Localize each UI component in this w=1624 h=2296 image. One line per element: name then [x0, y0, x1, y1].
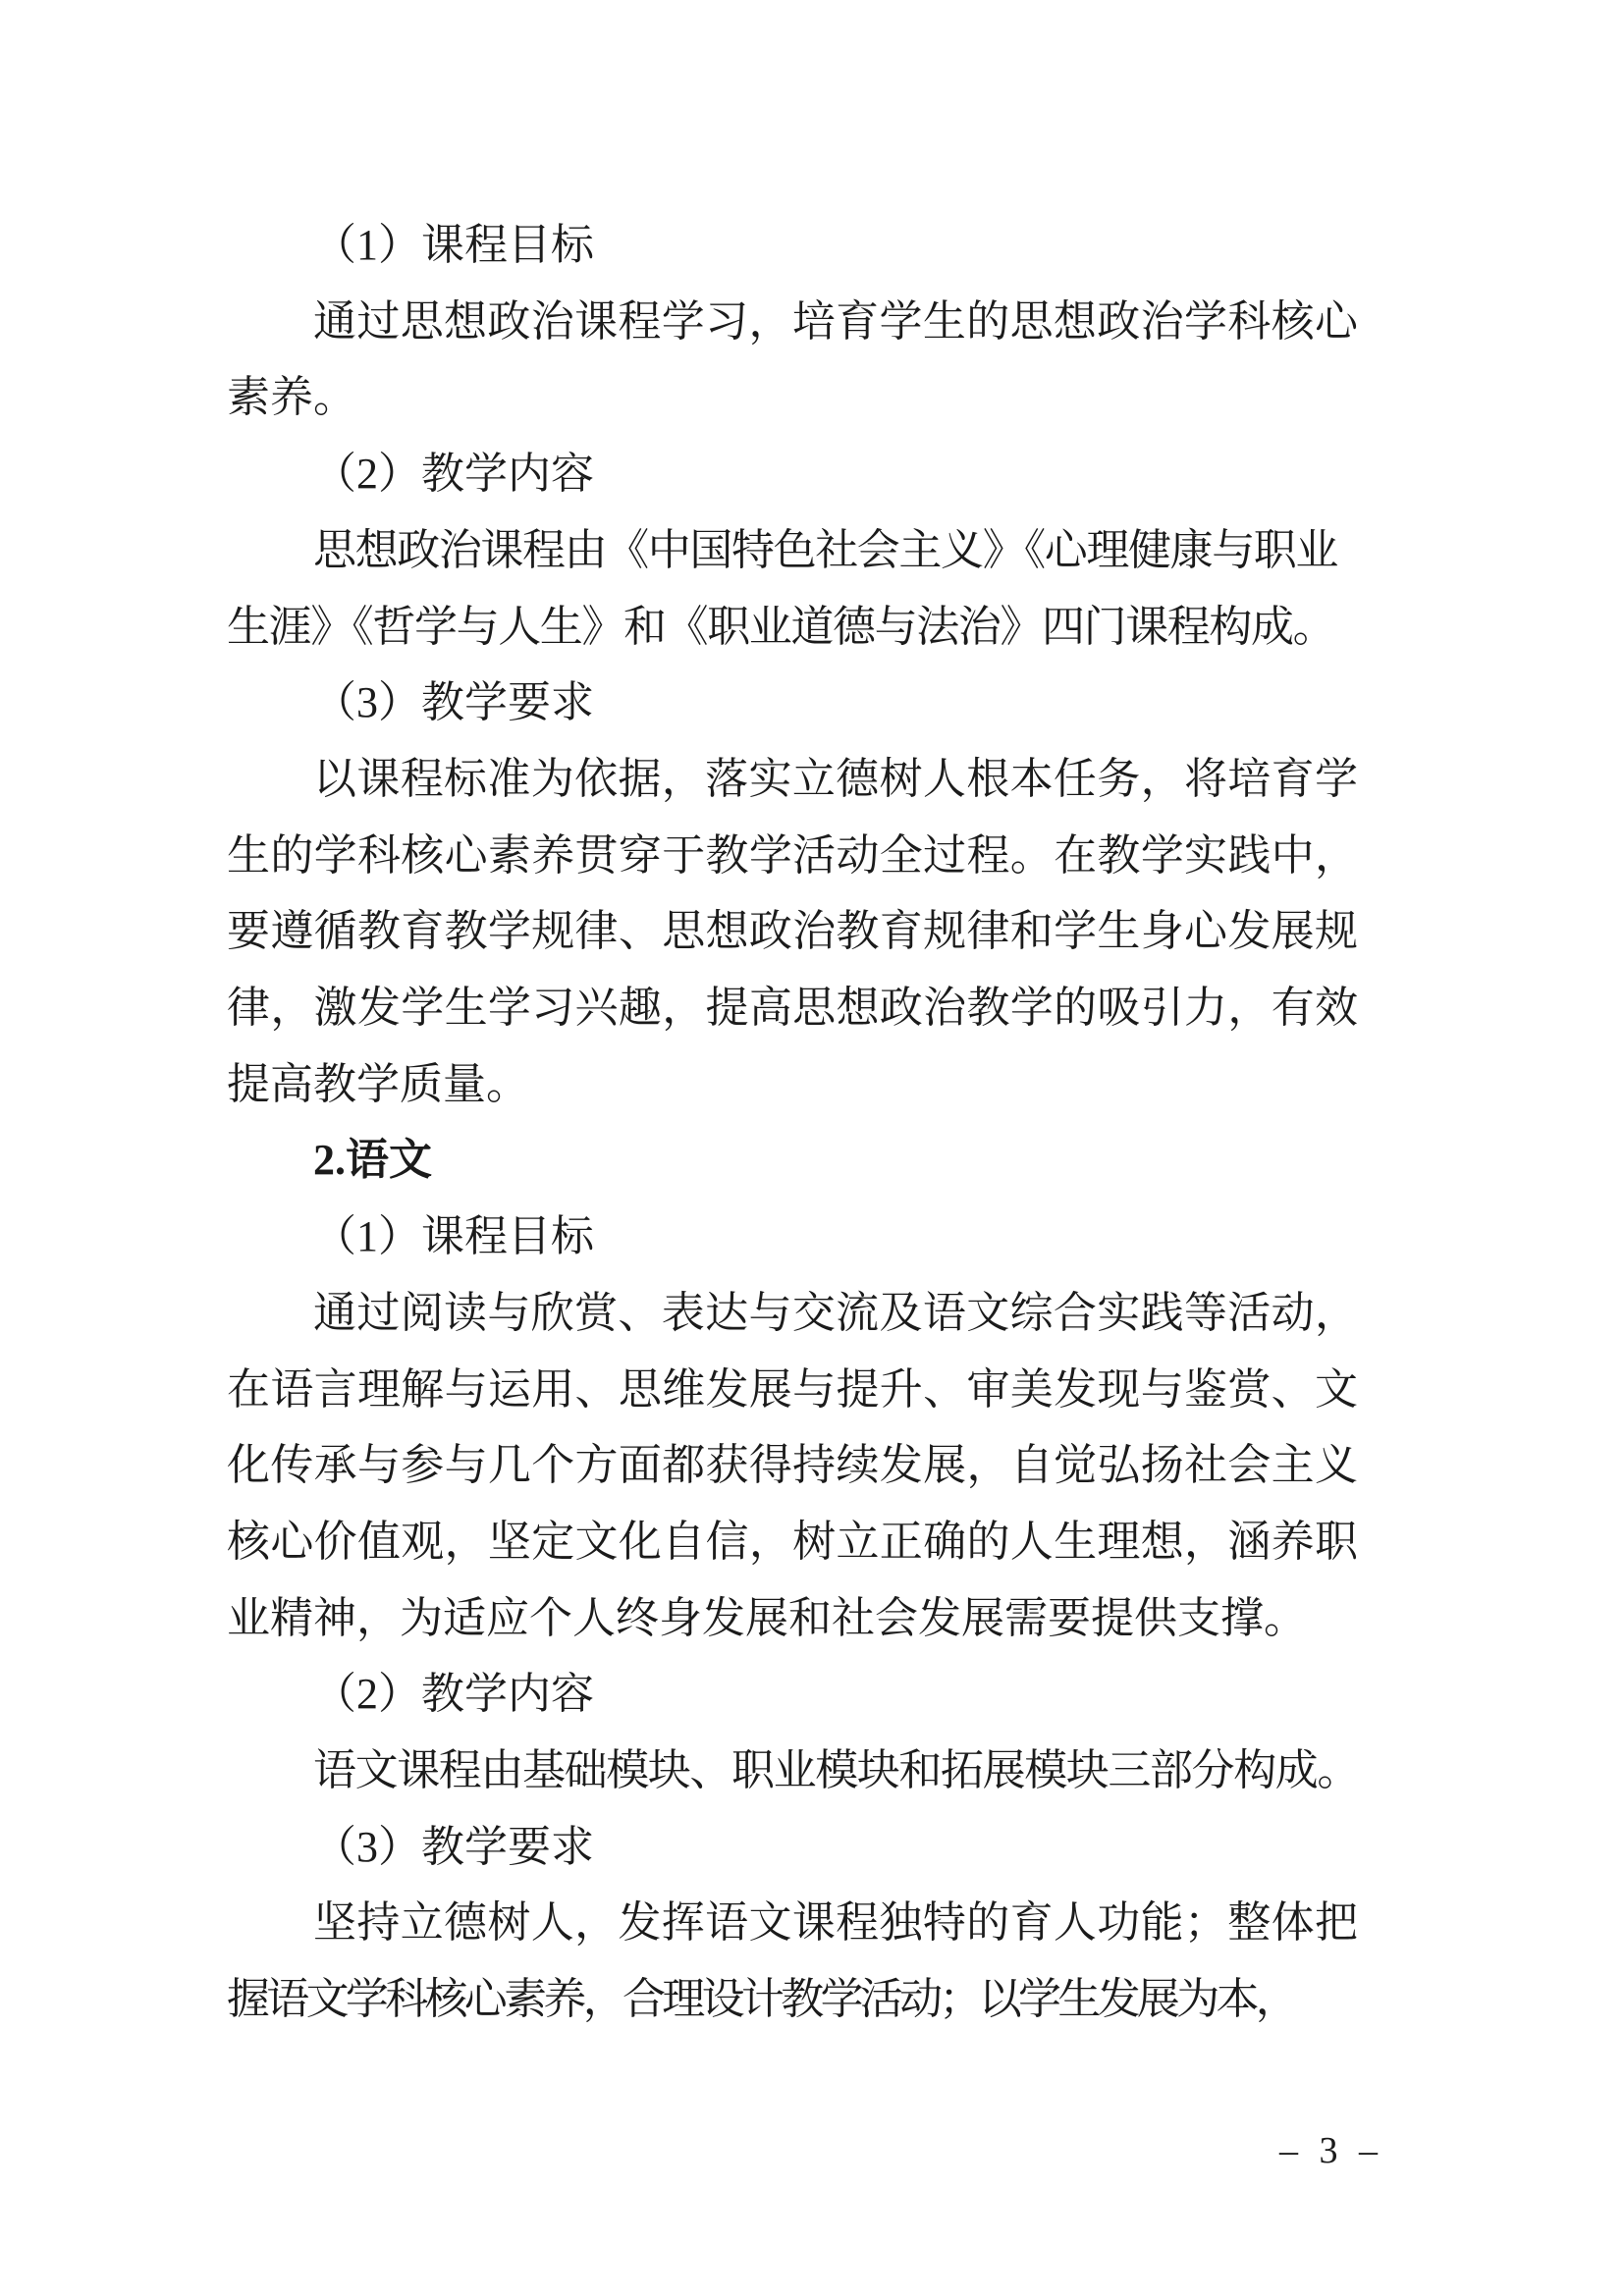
section-heading-line: （1）课程目标: [313, 1212, 594, 1261]
text-line: 生的学科核心素养贯穿于教学活动全过程。在教学实践中，: [227, 830, 1358, 880]
text-line: 坚持立德树人，发挥语文课程独特的育人功能；整体把: [313, 1898, 1358, 1948]
text-line: 思想政治课程由《中国特色社会主义》《心理健康与职业: [313, 525, 1337, 574]
section-heading-line: （2）教学内容: [313, 450, 594, 499]
text-line: 化传承与参与几个方面都获得持续发展，自觉弘扬社会主义: [227, 1441, 1358, 1490]
text-line: 素养。: [227, 373, 356, 422]
text-line: 握语文学科核心素养，合理设计教学活动；以学生发展为本，: [227, 1975, 1296, 2024]
text-line: 通过阅读与欣赏、表达与交流及语文综合实践等活动，: [313, 1288, 1358, 1337]
text-line: 核心价值观，坚定文化自信，树立正确的人生理想，涵养职: [227, 1517, 1358, 1566]
text-line: 提高教学质量。: [227, 1059, 529, 1108]
text-line: 生涯》《哲学与人生》和《职业道德与法治》四门课程构成。: [227, 602, 1335, 651]
text-line: 以课程标准为依据，落实立德树人根本任务，将培育学: [313, 754, 1358, 803]
section-heading-line: （2）教学内容: [313, 1670, 594, 1719]
text-line: 要遵循教育教学规律、思想政治教育规律和学生身心发展规: [227, 907, 1358, 956]
page-number: – 3 –: [1279, 2130, 1380, 2171]
section-heading-line: （3）教学要求: [313, 1822, 594, 1871]
section-heading-line: 2.语文: [313, 1136, 432, 1185]
section-heading-line: （1）课程目标: [313, 221, 594, 269]
text-line: 语文课程由基础模块、职业模块和拓展模块三部分构成。: [313, 1746, 1359, 1795]
text-line: 在语言理解与运用、思维发展与提升、审美发现与鉴赏、文: [227, 1364, 1358, 1414]
document-body: [227, 207, 1358, 2038]
text-line: 通过思想政治课程学习，培育学生的思想政治学科核心: [313, 296, 1358, 346]
text-line: 业精神，为适应个人终身发展和社会发展需要提供支撑。: [227, 1593, 1307, 1642]
text-line: 律，激发学生学习兴趣，提高思想政治教学的吸引力，有效: [227, 984, 1358, 1033]
section-heading-line: （3）教学要求: [313, 678, 594, 727]
